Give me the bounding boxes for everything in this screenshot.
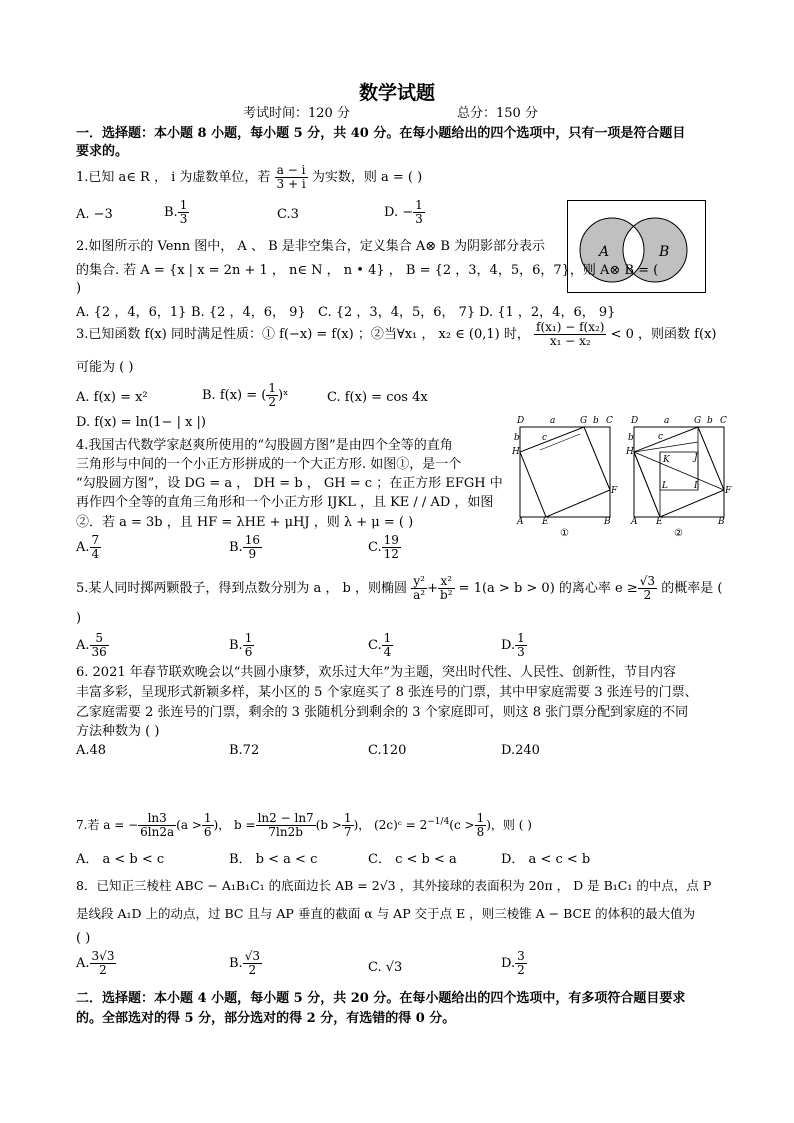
q5-optc-frac	[382, 632, 394, 659]
q8-optb-den: 2	[248, 963, 257, 977]
fig2-J: J	[694, 453, 698, 463]
fig2-B: B	[718, 517, 725, 527]
q5-ecc-frac	[638, 575, 657, 602]
q8-opta-num: 3√3	[91, 949, 115, 963]
fig1-outer-square	[520, 427, 610, 517]
q3-line1-post: < 0 ，则函数 f(x)	[610, 327, 717, 342]
q4-optc-num: 19	[383, 533, 399, 547]
q7-f2-num: ln2 − ln7	[257, 811, 314, 825]
q3-line1	[76, 321, 716, 348]
q5-line1	[76, 575, 722, 602]
q3-line1-pre: 3.已知函数 f(x) 同时满足性质：① f(−x) = f(x) ；②当∀x₁ ， x₂ ∈ (0,1) 时，	[76, 327, 530, 342]
fig1-H: H	[512, 447, 520, 457]
q7-f2	[256, 812, 316, 839]
q8-line2: 是线段 A₁D 上的动点，过 BC 且与 AP 垂直的截面 α 与 AP 交于点 E ，则三棱锥 A − BCE 的体积的最大值为	[76, 906, 696, 921]
q4-optb-frac	[243, 534, 262, 561]
q4-line2: 三角形与中间的一个小正方形拼成的一个大正方形. 如图①，是一个	[76, 457, 462, 472]
q5-optb-den: 6	[244, 645, 253, 659]
q8-optb-frac	[243, 950, 262, 977]
fig1-A: A	[517, 517, 524, 527]
q2-option-a[interactable]: A. {2 ，4，6，1}	[76, 305, 187, 320]
q4-option-a[interactable]	[76, 534, 101, 561]
fig2-I: I	[694, 481, 698, 491]
q6-option-d[interactable]: D.240	[501, 743, 540, 758]
q8-option-c[interactable]: C. √3	[368, 960, 403, 975]
q5-post: = 1(a > b > 0) 的离心率 e ≥	[458, 581, 638, 596]
q8-optd-den: 2	[517, 963, 525, 977]
q1-optb-pre: B.	[164, 205, 178, 220]
q7-c1-post: )， b =	[213, 818, 256, 832]
q4-opta-frac	[90, 534, 102, 561]
q3-line2: 可能为 ( )	[76, 360, 134, 375]
q7-c3-frac	[475, 812, 487, 839]
q4-option-c[interactable]	[368, 534, 401, 561]
q1-pre: 1.已知 a∈ R ， i 为虚数单位，若	[76, 170, 271, 185]
q6-line4: 方法种数为 ( )	[76, 724, 160, 739]
fig2-a: a	[664, 416, 670, 426]
q8-option-d[interactable]	[501, 950, 527, 977]
q7-c3-den: 8	[476, 825, 485, 839]
q3-option-d[interactable]: D. f(x) = ln(1− | x |)	[76, 415, 206, 430]
section1-header-line2: 要求的。	[76, 144, 129, 159]
q6-option-b[interactable]: B.72	[229, 743, 260, 758]
q6-option-c[interactable]: C.120	[368, 743, 407, 758]
exam-time: 考试时间：120 分	[243, 106, 350, 121]
q5-tail: 的概率是 (	[661, 581, 723, 596]
q7-option-d[interactable]: D． a < c < b	[501, 852, 591, 867]
q4-line5: ②．若 a = 3b ，且 HF = λHE + μHJ ，则 λ + μ = ( )	[76, 515, 414, 530]
q1-option-c[interactable]: C.3	[277, 207, 299, 222]
q5-optb-pre: B.	[229, 638, 243, 653]
fig2-label: ②	[674, 528, 683, 539]
fig2-H: H	[626, 447, 634, 457]
q2-line3: )	[76, 281, 82, 296]
q2-option-c[interactable]: C. {2 ，3，4，5，6， 7}	[318, 305, 476, 320]
q7-f1-den: 6ln2a	[140, 825, 175, 839]
fig2-E: E	[656, 517, 663, 527]
q8-line3: ( )	[76, 931, 91, 946]
q4-line3: “勾股圆方图”，设 DG = a ， DH = b ， GH = c ；在正方形 EFGH 中	[76, 476, 503, 491]
section2-header-line2: 的。全部选对的得 5 分，部分选对的得 2 分，有选错的得 0 分。	[76, 1011, 456, 1026]
q4-line4: 再作四个全等的直角三角形和一个小正方形 IJKL ，且 KE / / AD ，如图	[76, 495, 494, 510]
q7-option-b[interactable]: B． b < a < c	[229, 852, 318, 867]
venn-label-b: B	[659, 244, 670, 260]
q1-optb-den: 3	[179, 212, 188, 226]
q3-frac-den: x₁ − x₂	[549, 334, 591, 348]
q5-line2: )	[76, 611, 82, 626]
q1-optd-den: 3	[415, 212, 423, 226]
q2-line2: 的集合. 若 A = {x | x = 2n + 1 ， n∈ N ， n • 4} ， B = {2 ，3，4，5，6，7}，则 A⊗ B = (	[76, 263, 659, 278]
q5-optb-num: 1	[244, 631, 253, 645]
q3-frac-num: f(x₁) − f(x₂)	[536, 320, 605, 334]
q8-opta-pre: A.	[76, 956, 90, 971]
fig2-L: L	[662, 481, 668, 491]
q5-frac1-num: y²	[411, 575, 427, 589]
fig1-c: c	[542, 433, 548, 443]
q7-option-c[interactable]: C． c < b < a	[368, 852, 457, 867]
q6-line3: 乙家庭需要 2 张连号的门票，剩余的 3 张随机分到剩余的 3 个家庭即可，则这 8 张门票分配到家庭的不同	[76, 705, 689, 720]
q1-optd-num: 1	[415, 198, 423, 212]
q5-frac1-den: a²	[413, 588, 426, 602]
q7-exponent: −1/4	[427, 817, 450, 827]
fig1-label: ①	[560, 528, 569, 539]
q3-optb-post: )ˣ	[277, 388, 289, 403]
q1-frac-num: a − i	[275, 164, 308, 178]
fig1-inner-square	[520, 427, 610, 517]
fig2-K: K	[663, 455, 670, 465]
q5-pre: 5.某人同时掷两颗骰子，得到点数分别为 a ， b ，则椭圆	[76, 581, 408, 596]
fig1-E: E	[542, 517, 549, 527]
q4-optb-num: 16	[244, 533, 260, 547]
fig2-outer-square	[634, 427, 724, 517]
figure-1	[510, 412, 620, 540]
fig1-a: a	[550, 416, 556, 426]
q4-opta-den: 4	[91, 547, 100, 561]
q7-c1-num: 1	[203, 811, 212, 825]
q1-optb-num: 1	[179, 198, 188, 212]
fig2-C: C	[720, 416, 727, 426]
q5-frac2-den: b²	[440, 588, 453, 602]
q7-stem	[76, 812, 532, 839]
q7-c3-pre: (c >	[449, 818, 475, 832]
q7-c3-post: )，则 ( )	[486, 818, 532, 832]
q3-option-a[interactable]: A. f(x) = x²	[76, 390, 148, 405]
q1-fraction	[275, 164, 308, 191]
q7-c2-pre: (b >	[315, 818, 342, 832]
q7-c2-post: )， (2c)ᶜ = 2	[353, 818, 428, 832]
venn-label-a: A	[599, 244, 610, 260]
q3-optb-pre: B. f(x) = (	[202, 388, 267, 403]
q5-frac2-num: x²	[438, 575, 455, 589]
q1-stem	[76, 164, 422, 191]
q5-opta-den: 36	[91, 645, 107, 659]
q6-line2: 丰富多彩，呈现形式新颖多样，某小区的 5 个家庭买了 8 张连号的门票，其中甲家庭需要 3 张连号的门票、	[76, 685, 698, 700]
q8-optd-pre: D.	[501, 956, 516, 971]
total-score: 总分：150 分	[457, 106, 538, 121]
q7-c1-den: 6	[203, 825, 212, 839]
q1-optb-frac	[178, 199, 190, 226]
q4-line1: 4.我国古代数学家赵爽所使用的“勾股圆方图”是由四个全等的直角	[76, 438, 453, 453]
fig2-A: A	[631, 517, 638, 527]
figure-2	[626, 412, 736, 540]
fig2-F: F	[725, 486, 732, 496]
q5-opta-frac	[90, 632, 109, 659]
q5-optd-frac	[515, 632, 527, 659]
q7-c3-num: 1	[476, 811, 485, 825]
q5-optc-pre: C.	[368, 638, 382, 653]
q4-optc-den: 12	[383, 547, 399, 561]
q4-opta-num: 7	[91, 533, 100, 547]
fig2-efgh-square	[634, 427, 724, 517]
q5-optd-pre: D.	[501, 638, 516, 653]
q6-line1: 6. 2021 年春节联欢晚会以“共圆小康梦，欢乐过大年”为主题，突出时代性、人民性、创新性，节目内容	[76, 665, 677, 680]
fig2-b: b	[707, 416, 713, 426]
q8-optb-pre: B.	[229, 956, 243, 971]
q7-c2-frac	[342, 812, 354, 839]
fig1-F: F	[611, 486, 618, 496]
q8-option-b[interactable]	[229, 950, 262, 977]
page-title: 数学试题	[358, 82, 435, 104]
q5-optd-num: 1	[517, 631, 525, 645]
fig2-D: D	[631, 416, 639, 426]
q5-option-c[interactable]	[368, 632, 393, 659]
q8-opta-frac	[90, 950, 117, 977]
fig1-D: D	[517, 416, 525, 426]
q1-option-d[interactable]	[384, 199, 425, 226]
q5-option-d[interactable]	[501, 632, 527, 659]
fig2-b-side: b	[628, 433, 634, 443]
q5-frac2	[438, 575, 455, 602]
q3-option-c[interactable]: C. f(x) = cos 4x	[327, 390, 428, 405]
q5-opta-num: 5	[90, 632, 109, 646]
q5-optc-den: 4	[383, 645, 392, 659]
q7-f1-num: ln3	[138, 812, 176, 826]
q8-option-a[interactable]	[76, 950, 116, 977]
q3-fraction	[534, 321, 606, 348]
fig2-G: G	[694, 416, 702, 426]
q4-optc-frac	[382, 534, 401, 561]
q5-ecc-num: √3	[639, 574, 656, 588]
q5-option-a[interactable]	[76, 632, 109, 659]
q3-optb-den: 2	[268, 395, 276, 409]
q7-pre: 7.若 a = −	[76, 818, 139, 832]
q5-optb-frac	[243, 632, 255, 659]
fig1-B: B	[604, 517, 611, 527]
q1-post: 为实数，则 a = ( )	[311, 170, 423, 185]
section1-header-line1: 一．选择题：本小题 8 小题，每小题 5 分，共 40 分。在每小题给出的四个选项中，只有一项是符合题目	[76, 126, 686, 141]
q2-line1: 2.如图所示的 Venn 图中， A 、 B 是非空集合，定义集合 A⊗ B 为阴影部分表示	[76, 239, 546, 254]
q4-opta-pre: A.	[76, 540, 90, 555]
fig1-b: b	[593, 416, 599, 426]
q8-optd-frac	[515, 950, 527, 977]
q7-c1-frac	[202, 812, 214, 839]
fig1-G: G	[580, 416, 588, 426]
q1-option-b[interactable]	[164, 199, 189, 226]
q5-optd-den: 3	[517, 645, 525, 659]
q7-option-a[interactable]: A． a < b < c	[76, 852, 165, 867]
q3-optb-num: 1	[268, 381, 276, 395]
q3-optb-frac	[266, 382, 278, 409]
q1-frac-den: 3 + i	[276, 177, 306, 191]
q1-optd-frac	[413, 199, 425, 226]
q1-optd-pre: D. −	[384, 205, 414, 220]
q5-plus: +	[427, 581, 439, 596]
q7-c1-pre: (a >	[176, 818, 202, 832]
q3-option-b[interactable]	[202, 382, 289, 409]
fig2-line-hj	[634, 442, 698, 452]
q4-optb-pre: B.	[229, 540, 243, 555]
q5-frac1	[411, 575, 427, 602]
q7-c2-den: 7	[343, 825, 352, 839]
q5-opta-pre: A.	[76, 638, 90, 653]
q5-ecc-den: 2	[643, 588, 652, 602]
section2-header-line1: 二．选择题：本小题 4 小题，每小题 5 分，共 20 分。在每小题给出的四个选项中，有多项符合题目要求	[76, 991, 686, 1006]
q2-option-d[interactable]: D. {1 ，2，4，6， 9}	[479, 305, 616, 320]
fig2-c: c	[658, 432, 664, 442]
q4-optb-den: 9	[248, 547, 257, 561]
q7-f1	[138, 812, 176, 839]
fig1-C: C	[606, 416, 613, 426]
q7-c2-num: 1	[343, 811, 352, 825]
q1-option-a[interactable]: A. −3	[76, 207, 113, 222]
q5-optc-num: 1	[383, 631, 392, 645]
q8-optb-num: √3	[244, 949, 260, 963]
q6-option-a[interactable]: A.48	[76, 743, 107, 758]
q8-optd-num: 3	[517, 949, 525, 963]
q8-line1: 8．已知正三棱柱 ABC − A₁B₁C₁ 的底面边长 AB = 2√3 ，其外接球的表面积为 20π ， D 是 B₁C₁ 的中点，点 P	[76, 878, 712, 893]
fig1-b-side: b	[514, 433, 520, 443]
q5-option-b[interactable]	[229, 632, 254, 659]
q4-optc-pre: C.	[368, 540, 382, 555]
q7-f2-den: 7ln2b	[268, 825, 303, 839]
q8-opta-den: 2	[99, 963, 107, 977]
q2-option-b[interactable]: B. {2 ，4，6， 9}	[191, 305, 306, 320]
q4-option-b[interactable]	[229, 534, 262, 561]
